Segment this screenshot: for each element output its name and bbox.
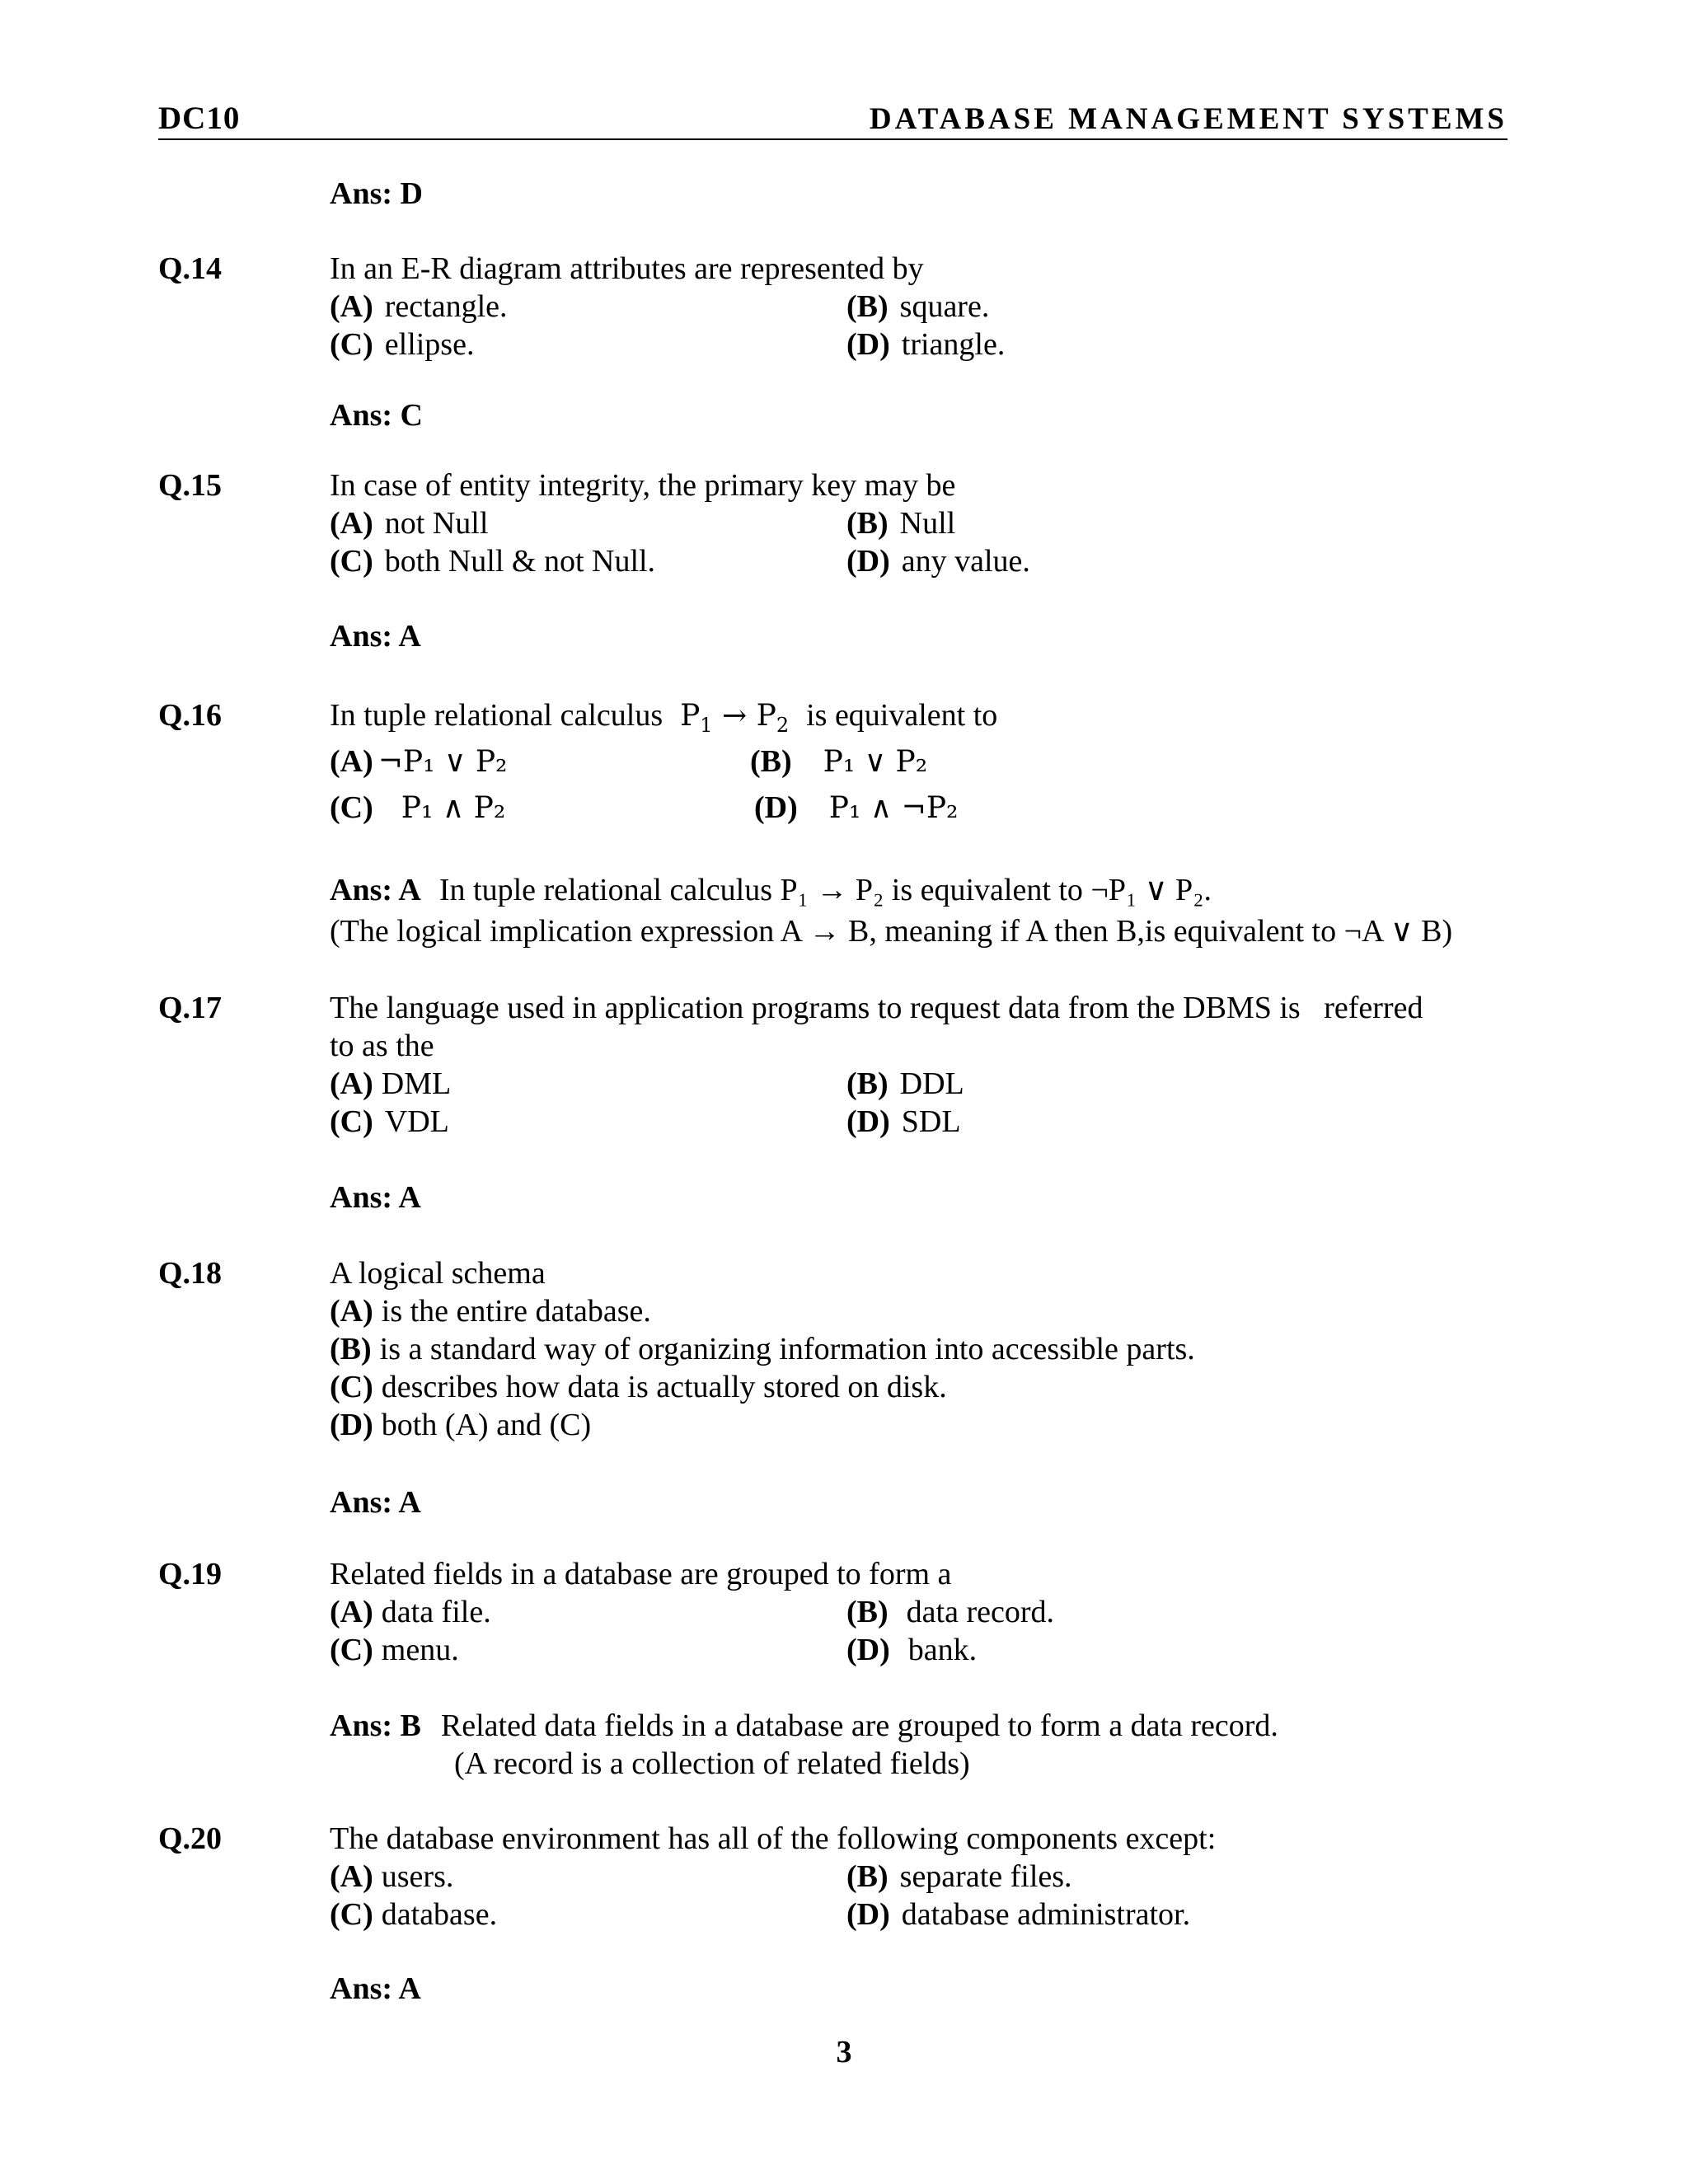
question-stem: In case of entity integrity, the primary key may be	[330, 468, 956, 503]
option-row	[330, 789, 1517, 827]
question-stem: In an E-R diagram attributes are represented by	[330, 251, 924, 286]
option-d: (D) both (A) and (C)	[330, 1408, 592, 1442]
page-number: 3	[836, 2035, 852, 2069]
answer-explanation-line-2: (A record is a collection of related fields)	[454, 1746, 970, 1781]
question-number: Q.16	[158, 698, 223, 733]
answer	[330, 1707, 1278, 1745]
option-d: (D) database administrator.	[846, 1897, 1191, 1932]
option-row	[330, 1368, 1517, 1406]
option-a: (A) rectangle.	[330, 289, 508, 324]
option-a: (A) data file.	[330, 1595, 491, 1629]
option-row	[330, 1896, 1517, 1933]
answer-label: Ans: C	[330, 398, 423, 433]
question-number: Q.18	[158, 1256, 223, 1291]
option-c: (C) database.	[330, 1897, 498, 1932]
option-d: (D) SDL	[846, 1104, 961, 1139]
answer-label: Ans: A	[330, 1180, 421, 1215]
question-number: Q.20	[158, 1821, 223, 1856]
option-row	[330, 504, 1517, 542]
option-d: (D) any value.	[846, 544, 1030, 579]
option-a: (A) users.	[330, 1859, 454, 1894]
option-row	[330, 1593, 1517, 1631]
answer-label: Ans: A	[330, 1485, 421, 1520]
option-d: (D) triangle.	[846, 327, 1006, 362]
answer-label: Ans: B	[330, 1708, 421, 1743]
question-stem: A logical schema	[330, 1256, 546, 1291]
option-row	[330, 288, 1517, 326]
option-b: (B) Null	[846, 506, 956, 541]
question-stem: In tuple relational calculus $P_1 \to P_2$ is equivalent to	[330, 698, 998, 737]
option-c: (C) describes how data is actually stored on disk.	[330, 1370, 947, 1404]
answer-explanation-line-1: Related data fields in a database are grouped to form a data record.	[440, 1708, 1278, 1743]
option-b: (B) square.	[846, 289, 990, 324]
answer	[330, 871, 1212, 909]
answer-explanation-line-1: In tuple relational calculus P₁ → P₂ is equivalent to ¬P₁ ∨ P₂.	[438, 873, 1212, 907]
answer-label: Ans: A	[330, 1971, 421, 2006]
option-a: (A) DML	[330, 1066, 452, 1101]
subject-title: DATABASE MANAGEMENT SYSTEMS	[869, 102, 1507, 136]
implication-expression: $P_1 \to P_2$	[670, 699, 790, 737]
option-c: (C) ellipse.	[330, 327, 475, 362]
answer-label: Ans: A	[330, 619, 421, 654]
option-row	[330, 1631, 1517, 1669]
question-number: Q.17	[158, 991, 223, 1025]
question-stem: Related fields in a database are grouped to form a	[330, 1557, 952, 1591]
option-a: (A) is the entire database.	[330, 1294, 651, 1329]
page-header	[158, 97, 1507, 140]
answer-explanation-line-2: (The logical implication expression A → B, meaning if A then B,is equivalent to ¬A ∨ B)	[330, 914, 1453, 949]
option-row	[330, 1065, 1517, 1103]
option-b: (B) is a standard way of organizing information into accessible parts.	[330, 1332, 1195, 1366]
option-row	[330, 743, 1517, 780]
option-d: (D) P₁ ∧ ¬P₂	[754, 790, 959, 825]
option-d: (D) bank.	[846, 1633, 978, 1667]
question-stem: The database environment has all of the following components except:	[330, 1821, 1217, 1856]
option-row	[330, 542, 1517, 580]
option-a: (A) not Null	[330, 506, 489, 541]
option-row	[330, 326, 1517, 363]
option-b: (B) data record.	[846, 1595, 1054, 1629]
option-row	[330, 1406, 1517, 1444]
question-stem-line-1: The language used in application programs to request data from the DBMS is referred	[330, 991, 1423, 1025]
option-b: (B) separate files.	[846, 1859, 1072, 1894]
option-row	[330, 1292, 1517, 1330]
option-c: (C) both Null & not Null.	[330, 544, 656, 579]
option-b: (B) DDL	[846, 1066, 964, 1101]
option-c: (C) menu.	[330, 1633, 459, 1667]
answer-label: Ans: D	[330, 176, 423, 211]
answer-label: Ans: A	[330, 873, 421, 907]
option-row	[330, 1330, 1517, 1368]
question-number: Q.19	[158, 1557, 223, 1591]
option-c: (C) VDL	[330, 1104, 449, 1139]
option-row	[330, 1858, 1517, 1896]
option-c: (C) P₁ ∧ P₂	[330, 790, 506, 825]
option-a: (A) ¬P₁ ∨ P₂	[330, 744, 508, 779]
question-number: Q.14	[158, 251, 223, 286]
question-number: Q.15	[158, 468, 223, 503]
question-stem-line-2: to as the	[330, 1029, 434, 1063]
course-code: DC10	[158, 101, 241, 136]
option-b: (B) P₁ ∨ P₂	[750, 744, 928, 779]
option-row	[330, 1103, 1517, 1141]
